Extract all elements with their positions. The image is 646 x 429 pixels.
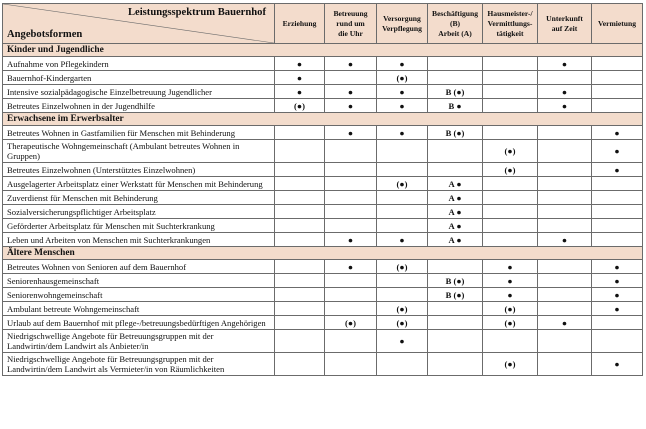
matrix-cell [325,330,377,353]
matrix-cell [538,205,592,219]
matrix-cell: B (●) [428,126,483,140]
matrix-cell: ● [592,288,643,302]
column-header: Erziehung [275,4,325,44]
matrix-cell: ● [483,260,538,274]
matrix-cell [275,140,325,163]
matrix-cell: ● [377,57,428,71]
matrix-cell: ● [377,126,428,140]
row-label: Niedrigschwellige Angebote für Betreuungsgruppen mit der Landwirtin/dem Landwirt als Vermieter/in von Räumlichkeiten [3,353,275,376]
matrix-cell: ● [275,71,325,85]
table-row [3,191,643,205]
matrix-cell [275,191,325,205]
matrix-cell [275,353,325,376]
table-row [3,316,643,330]
matrix-cell [275,302,325,316]
matrix-cell [483,99,538,113]
section-title: Ältere Menschen [3,247,643,260]
matrix-cell: (●) [483,302,538,316]
matrix-cell [275,260,325,274]
row-label: Sozialversicherungspflichtiger Arbeitsplatz [3,205,275,219]
matrix-cell [538,288,592,302]
table-row [3,126,643,140]
matrix-cell [275,126,325,140]
matrix-cell: A ● [428,205,483,219]
matrix-cell [275,233,325,247]
matrix-cell [592,99,643,113]
matrix-cell [377,205,428,219]
matrix-cell: ● [538,57,592,71]
matrix-cell [325,302,377,316]
matrix-cell [377,274,428,288]
matrix-cell [428,163,483,177]
matrix-cell [538,219,592,233]
matrix-cell: (●) [483,163,538,177]
matrix-cell: (●) [377,302,428,316]
matrix-cell [483,71,538,85]
matrix-cell [428,71,483,85]
matrix-cell [592,85,643,99]
matrix-cell [428,353,483,376]
matrix-cell [275,316,325,330]
matrix-cell [428,260,483,274]
column-header: Beschäftigung (B) Arbeit (A) [428,4,483,44]
matrix-cell [483,85,538,99]
table-row [3,85,643,99]
table-row [3,71,643,85]
matrix-cell [538,126,592,140]
row-label: Niedrigschwellige Angebote für Betreuungsgruppen mit der Landwirtin/dem Landwirt als Anbieter/in [3,330,275,353]
corner-top-label: Leistungsspektrum Bauernhof [127,7,266,18]
matrix-cell: (●) [377,260,428,274]
table-row [3,140,643,163]
matrix-cell: ● [275,85,325,99]
matrix-cell: B (●) [428,85,483,99]
row-label: Betreutes Wohnen von Senioren auf dem Bauernhof [3,260,275,274]
matrix-cell [275,330,325,353]
matrix-cell [592,330,643,353]
matrix-cell [538,260,592,274]
table-row [3,260,643,274]
matrix-cell [538,353,592,376]
matrix-cell: ● [325,57,377,71]
row-label: Aufnahme von Pflegekindern [3,57,275,71]
matrix-cell: B ● [428,99,483,113]
matrix-cell: ● [377,233,428,247]
table-row [3,302,643,316]
matrix-cell [538,71,592,85]
row-label: Ausgelagerter Arbeitsplatz einer Werkstatt für Menschen mit Behinderung [3,177,275,191]
matrix-cell [325,353,377,376]
row-label: Geförderter Arbeitsplatz für Menschen mit Suchterkrankung [3,219,275,233]
matrix-cell [592,205,643,219]
row-label: Leben und Arbeiten von Menschen mit Suchterkrankungen [3,233,275,247]
column-header: Versorgung Verpflegung [377,4,428,44]
matrix-cell: ● [538,316,592,330]
matrix-cell [275,219,325,233]
matrix-cell [325,219,377,233]
matrix-cell [325,71,377,85]
matrix-cell [325,177,377,191]
row-label: Therapeutische Wohngemeinschaft (Ambulant betreutes Wohnen in Gruppen) [3,140,275,163]
matrix-cell [538,191,592,205]
column-header: Unterkunft auf Zeit [538,4,592,44]
table-row [3,205,643,219]
row-label: Urlaub auf dem Bauernhof mit pflege-/betreuungsbedürftigen Angehörigen [3,316,275,330]
matrix-cell [325,274,377,288]
matrix-cell [483,57,538,71]
matrix-cell: (●) [377,177,428,191]
matrix-cell: A ● [428,233,483,247]
column-header: Vermietung [592,4,643,44]
section-title: Erwachsene im Erwerbsalter [3,113,643,126]
row-label: Bauernhof-Kindergarten [3,71,275,85]
matrix-cell: ● [592,353,643,376]
matrix-cell [538,140,592,163]
matrix-cell [325,288,377,302]
matrix-cell [275,205,325,219]
corner-bottom-label: Angebotsformen [7,29,83,40]
matrix-cell: B (●) [428,288,483,302]
matrix-cell: (●) [483,353,538,376]
matrix-cell [325,163,377,177]
section-row [3,44,643,57]
matrix-cell [428,302,483,316]
table-body [3,44,643,376]
matrix-cell [377,163,428,177]
matrix-cell [325,191,377,205]
matrix-cell: ● [538,85,592,99]
column-header: Hausmeister-/ Vermittlungs- tätigkeit [483,4,538,44]
matrix-cell [275,177,325,191]
matrix-cell: B (●) [428,274,483,288]
matrix-cell: ● [538,99,592,113]
matrix-cell: ● [592,126,643,140]
matrix-cell [325,205,377,219]
matrix-cell [592,219,643,233]
row-label: Betreutes Einzelwohnen (Unterstütztes Einzelwohnen) [3,163,275,177]
matrix-cell [592,316,643,330]
row-label: Intensive sozialpädagogische Einzelbetreuung Jugendlicher [3,85,275,99]
matrix-cell [538,302,592,316]
section-row [3,247,643,260]
matrix-cell: ● [483,274,538,288]
matrix-cell [592,233,643,247]
matrix-cell: ● [275,57,325,71]
matrix-cell [377,219,428,233]
row-label: Seniorenwohngemeinschaft [3,288,275,302]
matrix-cell: (●) [325,316,377,330]
matrix-cell [428,57,483,71]
matrix-cell: ● [325,85,377,99]
matrix-cell: ● [592,302,643,316]
matrix-cell: ● [377,99,428,113]
row-label: Seniorenhausgemeinschaft [3,274,275,288]
matrix-cell: (●) [275,99,325,113]
matrix-cell [377,191,428,205]
matrix-cell: (●) [377,71,428,85]
matrix-cell: (●) [483,316,538,330]
matrix-cell: A ● [428,191,483,205]
matrix-cell [538,330,592,353]
matrix-cell: ● [377,330,428,353]
matrix-cell [428,140,483,163]
matrix-cell [325,140,377,163]
section-row [3,113,643,126]
matrix-cell [377,140,428,163]
corner-header-cell [3,4,275,44]
matrix-cell: ● [483,288,538,302]
matrix-cell [538,274,592,288]
matrix-cell [592,71,643,85]
matrix-cell [275,274,325,288]
service-matrix [2,3,642,376]
matrix-cell [483,219,538,233]
table-row [3,288,643,302]
matrix-cell: A ● [428,219,483,233]
matrix-cell [428,330,483,353]
table-row [3,57,643,71]
table-row [3,353,643,376]
matrix-cell [483,126,538,140]
row-label: Zuverdienst für Menschen mit Behinderung [3,191,275,205]
matrix-cell [275,288,325,302]
table-row [3,99,643,113]
matrix-cell: ● [325,126,377,140]
matrix-cell [377,353,428,376]
matrix-cell [592,177,643,191]
row-label: Betreutes Einzelwohnen in der Jugendhilfe [3,99,275,113]
matrix-cell: (●) [483,140,538,163]
matrix-cell: ● [592,260,643,274]
matrix-cell: (●) [377,316,428,330]
matrix-cell [483,177,538,191]
matrix-cell: ● [325,99,377,113]
row-label: Ambulant betreute Wohngemeinschaft [3,302,275,316]
matrix-cell: ● [325,233,377,247]
matrix-cell: ● [325,260,377,274]
matrix-cell [428,316,483,330]
matrix-cell: ● [592,140,643,163]
matrix-cell [592,57,643,71]
table-row [3,274,643,288]
table-row [3,330,643,353]
matrix-cell [483,191,538,205]
matrix-cell: ● [592,163,643,177]
matrix-cell [483,205,538,219]
service-table [2,3,643,376]
matrix-cell [592,191,643,205]
table-row [3,163,643,177]
matrix-cell [538,177,592,191]
matrix-cell [483,233,538,247]
matrix-cell: ● [377,85,428,99]
matrix-cell [483,330,538,353]
matrix-cell: ● [538,233,592,247]
matrix-cell: ● [592,274,643,288]
matrix-cell: A ● [428,177,483,191]
matrix-cell [538,163,592,177]
table-header [3,4,643,44]
table-row [3,233,643,247]
table-row [3,177,643,191]
row-label: Betreutes Wohnen in Gastfamilien für Menschen mit Behinderung [3,126,275,140]
section-title: Kinder und Jugendliche [3,44,643,57]
matrix-cell [275,163,325,177]
matrix-cell [377,288,428,302]
table-row [3,219,643,233]
column-header: Betreuung rund um die Uhr [325,4,377,44]
